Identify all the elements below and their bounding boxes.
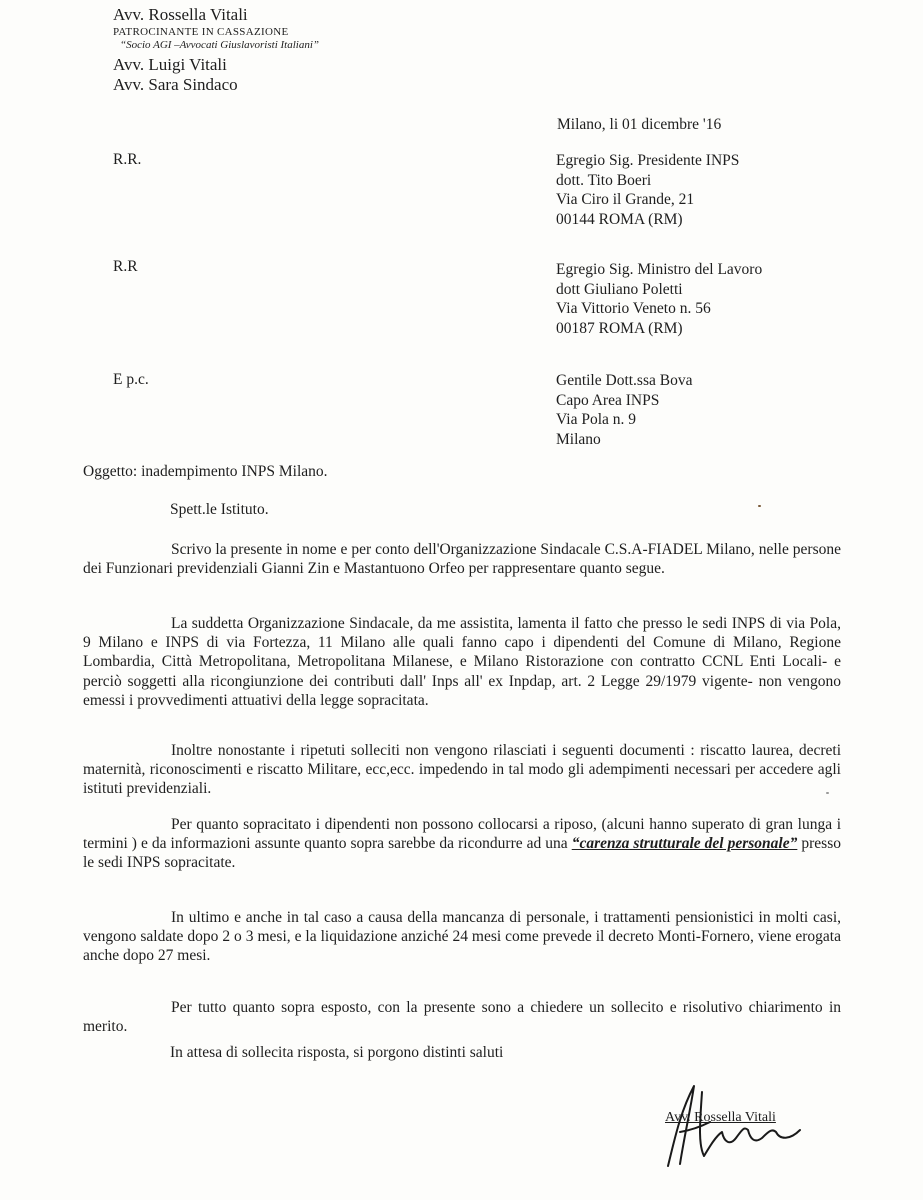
letter-date: Milano, li 01 dicembre '16 bbox=[557, 116, 722, 133]
lawyer-title: PATROCINANTE IN CASSAZIONE bbox=[113, 26, 289, 38]
address-line: Milano bbox=[556, 430, 601, 448]
address-line: 00187 ROMA (RM) bbox=[556, 319, 683, 337]
address-line: Egregio Sig. Presidente INPS bbox=[556, 152, 740, 169]
lawyer-name-2: Avv. Luigi Vitali bbox=[113, 55, 227, 74]
scan-speck bbox=[758, 505, 761, 507]
address-line: 00144 ROMA (RM) bbox=[556, 210, 683, 228]
lawyer-name-3: Avv. Sara Sindaco bbox=[113, 75, 238, 94]
delivery-mode-1: R.R. bbox=[113, 151, 142, 168]
lawyer-name-1: Avv. Rossella Vitali bbox=[113, 5, 248, 24]
address-line: Capo Area INPS bbox=[556, 391, 660, 409]
body-paragraph-3: Inoltre nonostante i ripetuti solleciti non vengono rilasciati i seguenti documenti : riscatto laurea, decreti maternità, riconoscimenti e riscatto Militare, ecc,ecc. impedendo in tal modo gli adempimenti necessari per accedere agli istituti previdenziali. bbox=[83, 742, 841, 798]
address-line: Via Vittorio Veneto n. 56 bbox=[556, 300, 711, 317]
address-line: dott. Tito Boeri bbox=[556, 171, 652, 189]
lawyer-motto: “Socio AGI –Avvocati Giuslavoristi Italiani” bbox=[120, 39, 320, 51]
scan-speck bbox=[826, 792, 829, 794]
closing-line: In attesa di sollecita risposta, si porgono distinti saluti bbox=[170, 1044, 504, 1061]
recipient-address-2 bbox=[556, 260, 762, 338]
paragraph-4-text: Per quanto sopracitato i dipendenti non possono collocarsi a riposo, (alcuni hanno superato di gran lunga i termini ) e da informazioni assunte quanto sopra sarebbe da ricondurre ad una bbox=[83, 816, 841, 853]
recipient-address-1 bbox=[556, 151, 739, 229]
emphasized-phrase: “carenza strutturale del personale” bbox=[571, 835, 798, 853]
body-paragraph-4 bbox=[83, 815, 841, 873]
address-line: Via Ciro il Grande, 21 bbox=[556, 191, 695, 208]
body-paragraph-6: Per tutto quanto sopra esposto, con la presente sono a chiedere un sollecito e risolutivo chiarimento in merito. bbox=[83, 999, 841, 1036]
address-line: Via Pola n. 9 bbox=[556, 411, 637, 428]
address-line: Gentile Dott.ssa Bova bbox=[556, 372, 693, 389]
body-paragraph-2: La suddetta Organizzazione Sindacale, da me assistita, lamenta il fatto che presso le sedi INPS di via Pola, 9 Milano e INPS di via Fortezza, 11 Milano alle quali fanno capo i dipendenti del Comune di Milano, Regione Lombardia, Città Metropolitana, Metropolitana Milanese, e Milano Ristorazione con contratto CCNL Enti Locali- e perciò soggetti alla ricongiunzione dei contributi dall' Inps all' ex Inpdap, art. 2 Legge 29/1979 vigente- non vengono emessi i provvedimenti attuativi della legge sopracitata. bbox=[83, 615, 841, 709]
body-paragraph-5: In ultimo e anche in tal caso a causa della mancanza di personale, i trattamenti pensionistici in molti casi, vengono saldate dopo 2 o 3 mesi, e la liquidazione anziché 24 mesi come prevede il decreto Monti-Fornero, viene erogata anche dopo 27 mesi. bbox=[83, 909, 841, 965]
salutation: Spett.le Istituto. bbox=[170, 501, 269, 518]
delivery-mode-3: E p.c. bbox=[113, 371, 149, 388]
delivery-mode-2: R.R bbox=[113, 258, 138, 275]
address-line: Egregio Sig. Ministro del Lavoro bbox=[556, 261, 763, 278]
paragraph-4-end: presso le sedi INPS sopracitate. bbox=[83, 835, 841, 872]
letter-subject: Oggetto: inadempimento INPS Milano. bbox=[83, 463, 328, 480]
recipient-address-3 bbox=[556, 371, 692, 449]
signature-name: Avv. Rossella Vitali bbox=[665, 1110, 776, 1125]
address-line: dott Giuliano Poletti bbox=[556, 280, 683, 298]
body-paragraph-1: Scrivo la presente in nome e per conto dell'Organizzazione Sindacale C.S.A-FIADEL Milano, nelle persone dei Funzionari previdenziali Gianni Zin e Mastantuono Orfeo per rappresentare quanto segue. bbox=[83, 541, 841, 578]
